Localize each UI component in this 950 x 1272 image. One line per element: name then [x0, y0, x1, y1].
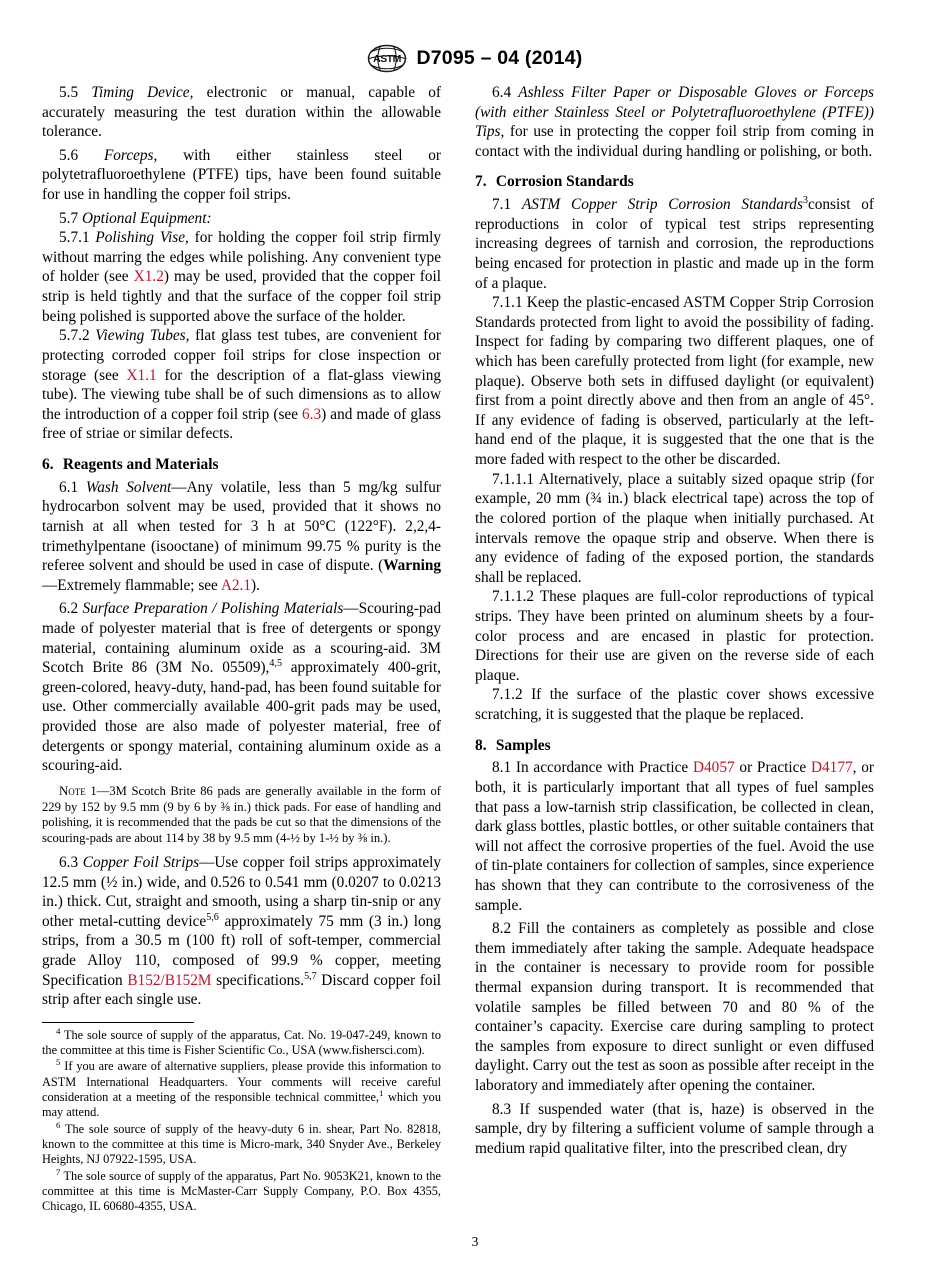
section-title: Corrosion Standards: [495, 173, 634, 191]
clause-text: If suspended water (that is, haze) is observed in the sample, dry by filtering a sufficient volume of sample through a medium rapid qualitative filter, into the prescribed clean, dry: [475, 1100, 875, 1157]
clause-text-after-link: ) may be used, provided that the copper foil strip is held tightly and that the surface of the copper foil strip being polished is supported above the surface of the holder.: [42, 268, 441, 325]
footnote-text: The sole source of supply of the heavy-duty 6 in. shear, Part No. 82818, known to the committee at this time is Micro-mark, 340 Snyder Ave., Berkeley Heights, NJ 07922-1595, USA.: [42, 1121, 441, 1167]
clause-text-c: ) and made of glass free of striae or similar defects.: [42, 405, 441, 443]
clause-text: Keep the plastic-encased ASTM Copper Strip Corrosion Standards protected from light to avoid the possibility of fading. Inspect for fading by comparing two different plaques, one of which has been carefully protected from light (for example, new plaque). Observe both sets in diffused daylight (or equivalent) first from a point directly above and then from an angle of 45°. If any evidence of fading is observed, particularly at the left-hand end of the plaque, it is suggested that the one that is the more faded with respect to the other be discarded.: [475, 294, 874, 469]
clause-text: If the surface of the plastic cover shows excessive scratching, it is suggested that the plaque be replaced.: [475, 686, 874, 723]
clause-number: 5.7.2: [59, 327, 90, 345]
clause-number: 8.2: [492, 920, 512, 938]
clause-title: Polishing Vise,: [95, 229, 189, 247]
page-header: [0, 0, 950, 83]
clause-number: 6.4: [492, 84, 512, 101]
footnote-number: 7: [56, 1166, 61, 1177]
paragraph-6-1: [42, 478, 441, 596]
clause-number: 8.3: [492, 1100, 512, 1118]
right-column: [475, 83, 874, 1215]
clause-number: 5.7.1: [59, 229, 90, 247]
clause-text-a: —Use copper foil strips approximately 12.5 mm (½ in.) wide, and 0.526 to 0.541 mm (0.0207 to 0.0213 in.) thick. Cut, straight and smooth, using a sharp tin-snip or any other metal-cutting device: [42, 854, 442, 930]
footnote-number: 6: [56, 1119, 61, 1130]
clause-text-a: In accordance with Practice: [515, 759, 693, 777]
footnote-6: [42, 1119, 441, 1168]
svg-text:ASTM: ASTM: [373, 53, 402, 65]
clause-number: 5.6: [59, 146, 79, 164]
clause-title: Wash Solvent: [85, 478, 172, 496]
footnote-marker[interactable]: 5,6: [206, 911, 219, 923]
two-column-body: [0, 83, 950, 1215]
clause-text-a: —Scouring-pad made of polyester material that is free of detergents or spongy material, containing aluminum oxide as a scouring-aid. 3M Scotch Brite 86 (3M No. 05509),: [42, 600, 441, 677]
cross-reference-link-a2-1[interactable]: A2.1: [220, 576, 251, 594]
paragraph-7-1: [475, 195, 874, 293]
footnote-marker[interactable]: 4,5: [269, 658, 282, 670]
footnote-text-a: If you are aware of alternative suppliers, please provide this information to ASTM International Headquarters. Your comments will receive careful consideration at a meeting of the responsible technical committee,: [42, 1059, 441, 1105]
footnote-5: [42, 1059, 441, 1120]
clause-text-b: —Extremely flammable; see: [42, 576, 221, 594]
footnote-number: 4: [56, 1025, 61, 1036]
standard-designation: D7095 – 04 (2014): [416, 47, 583, 69]
clause-number: 7.1.1.1: [492, 470, 535, 488]
paragraph-6-3: [42, 853, 441, 1010]
cross-reference-link-b152[interactable]: B152/B152M: [127, 971, 212, 989]
clause-title: Optional Equipment:: [81, 209, 212, 227]
footnote-7: [42, 1166, 441, 1215]
clause-text-b: approximately 400-grit, green-colored, heavy-duty, hand-pad, has been found suitable for use. Other commercially available 400-grit pads may be used, provided those are also made of polyester material, free of detergents or spongy material, containing aluminum oxide as a scouring-aid.: [42, 659, 441, 775]
footnotes-block: [42, 1022, 441, 1215]
clause-title: Timing Device,: [91, 84, 194, 101]
paragraph-5-7: [42, 209, 441, 229]
paragraph-8-3: [475, 1100, 874, 1159]
clause-title: Forceps,: [103, 146, 158, 164]
section-number: 8.: [475, 736, 487, 754]
footnote-number: 5: [56, 1057, 61, 1068]
clause-text: consist of reproductions in color of typical test strips representing increasing degrees of tarnish and corrosion, the reproductions being encased for protection in plastic and made up in the form of a plaque.: [475, 196, 875, 292]
clause-text-c: ).: [251, 576, 260, 594]
cross-reference-link-x1-2[interactable]: X1.2: [133, 268, 164, 286]
clause-text: Fill the containers as completely as possible and close them immediately after taking the sample. Adequate headspace in the container is necessary to provide room for possible thermal expansion during transport. It is recommended that volatile samples be filled between 70 and 80 % of the container’s capacity. Exercise care during sampling to protect the samples from exposure to direct sunlight or even diffused daylight. Carry out the test as soon as possible after receipt in the laboratory and immediately after opening the container.: [475, 920, 874, 1095]
section-number: 7.: [475, 173, 487, 191]
clause-text: for use in protecting the copper foil strip from coming in contact with the individual during handling or polishing, or both.: [475, 123, 874, 160]
clause-number: 8.1: [492, 759, 512, 777]
clause-number: 5.7: [59, 209, 79, 227]
clause-text-a: flat glass test tubes, are convenient for protecting corroded copper foil strips for close inspection or storage (see: [42, 327, 441, 384]
paragraph-7-1-1-1: [475, 470, 874, 588]
clause-number: 5.5: [59, 84, 79, 101]
clause-text: with either stainless steel or polytetrafluoroethylene (PTFE) tips, have been found suitable for use in handling the copper foil strips.: [42, 146, 441, 204]
paragraph-6-2: [42, 599, 441, 775]
clause-text: These plaques are full-color reproductions of typical strips. They have been printed on aluminum sheets by a four-color process and are encased in plastic for protection. Directions for their use are given on the reverse side of each plaque.: [475, 588, 874, 684]
left-column: [42, 83, 441, 1215]
footnote-marker[interactable]: 3: [802, 195, 808, 207]
clause-text-b: for the description of a flat-glass viewing tube). The viewing tube shall be of such dimensions as to allow the introduction of a copper foil strip (see: [42, 366, 441, 423]
footnote-4: [42, 1025, 441, 1059]
astm-logo-icon: [367, 44, 407, 73]
footnote-text-b: which you may attend.: [42, 1090, 441, 1120]
clause-text-d: Discard copper foil strip after each single use.: [42, 971, 441, 1009]
note-text: 1—3M Scotch Brite 86 pads are generally available in the form of 229 by 152 by 9.5 mm (9 by 6 by ⅜ in.) thick pads. For ease of handling and polishing, it is recommended that the pads be cut so that the dimensions of the scouring-pads are about 114 by 38 by 9.5 mm (4-½ by 1-½ by ⅜ in.).: [42, 783, 441, 846]
clause-title: Ashless Filter Paper or Disposable Gloves or Forceps (with either Stainless Steel or Polytetrafluoroethylene (PTFE)) Tips,: [475, 84, 874, 141]
clause-text-before-link: for holding the copper foil strip firmly without marring the edges while polishing. Any convenient type of holder (see: [42, 229, 441, 286]
clause-text-a: —Any volatile, less than 5 mg/kg sulfur hydrocarbon solvent may be used, provided that it shows no tarnish at all when tested for 3 h at 50°C (122°F). 2,2,4-trimethylpentane (isooctane) of minimum 99.75 % purity is the referee solvent and should be used in case of dispute. (: [42, 478, 442, 575]
warning-label: Warning: [383, 557, 441, 575]
clause-text-b: approximately 75 mm (3 in.) long strips, from a 30.5 m (100 ft) roll of soft-temper, commercial grade Alloy 110, composed of 99.9 % copper, meeting Specification: [42, 912, 441, 989]
clause-number: 6.1: [59, 478, 79, 496]
cross-reference-link-d4177[interactable]: D4177: [810, 759, 853, 777]
footnote-text: The sole source of supply of the apparatus, Part No. 9053K21, known to the committee at this time is McMaster-Carr Supply Company, P.O. Box 4355, Chicago, IL 60680-4355, USA.: [42, 1168, 441, 1214]
paragraph-6-4: [475, 83, 874, 161]
clause-number: 7.1.1.2: [492, 588, 535, 606]
paragraph-5-6: [42, 146, 441, 205]
clause-number: 6.2: [59, 600, 79, 618]
paragraph-8-2: [475, 919, 874, 1095]
clause-title: Copper Foil Strips: [82, 854, 200, 872]
paragraph-7-1-1-2: [475, 587, 874, 685]
footnote-text: The sole source of supply of the apparatus, Cat. No. 19-047-249, known to the committee at this time is Fisher Scientific Co., USA (www.fishersci.com).: [42, 1027, 441, 1058]
section-heading-8: [475, 725, 874, 759]
clause-text: electronic or manual, capable of accurately measuring the test duration within the allowable tolerance.: [42, 84, 441, 141]
paragraph-5-7-1: [42, 228, 441, 326]
paragraph-5-5: [42, 83, 441, 142]
paragraph-7-1-2: [475, 685, 874, 724]
cross-reference-link-6-3[interactable]: 6.3: [302, 405, 322, 423]
clause-title: Surface Preparation / Polishing Materials: [82, 600, 344, 618]
section-heading-7: [475, 161, 874, 195]
clause-title: Viewing Tubes,: [95, 327, 190, 345]
clause-text: Alternatively, place a suitably sized opaque strip (for example, 20 mm (¾ in.) black electrical tape) across the top of the colored portion of the plaque when initially purchased. At intervals remove the opaque strip and observe. When there is any evidence of fading of the exposed portion, the standards shall be replaced.: [475, 470, 874, 586]
note-label: Note: [59, 783, 86, 798]
section-heading-6: [42, 444, 441, 478]
clause-title: ASTM Copper Strip Corrosion Standards: [521, 196, 803, 214]
section-title: Reagents and Materials: [62, 455, 219, 473]
footnote-separator-rule: [42, 1022, 194, 1023]
clause-text-c: , or both, it is particularly important that all types of fuel samples that pass a low-tarnish strip classification, be collected in clean, dark glass bottles, plastic bottles, or other suitable containers that will not affect the corrosive properties of the fuel. Avoid the use of tin-plate containers for collection of samples, since experience has shown that they can contribute to the corrosiveness of the sample.: [475, 759, 874, 914]
clause-text-b: or Practice: [734, 759, 811, 777]
paragraph-8-1: [475, 758, 874, 915]
clause-text-c: specifications.: [211, 971, 305, 989]
clause-number: 7.1: [492, 196, 512, 214]
section-title: Samples: [495, 736, 551, 754]
paragraph-7-1-1: [475, 293, 874, 469]
section-number: 6.: [42, 455, 54, 473]
cross-reference-link-x1-1[interactable]: X1.1: [126, 366, 157, 384]
footnote-marker[interactable]: 5,7: [304, 970, 317, 982]
paragraph-5-7-2: [42, 326, 441, 444]
clause-number: 6.3: [59, 854, 79, 872]
clause-number: 7.1.2: [492, 686, 523, 704]
cross-reference-link-d4057[interactable]: D4057: [692, 759, 735, 777]
clause-number: 7.1.1: [492, 294, 523, 312]
page-number: 3: [471, 1234, 479, 1249]
note-1: [42, 783, 441, 847]
footnote-inline-marker[interactable]: 1: [379, 1087, 384, 1098]
